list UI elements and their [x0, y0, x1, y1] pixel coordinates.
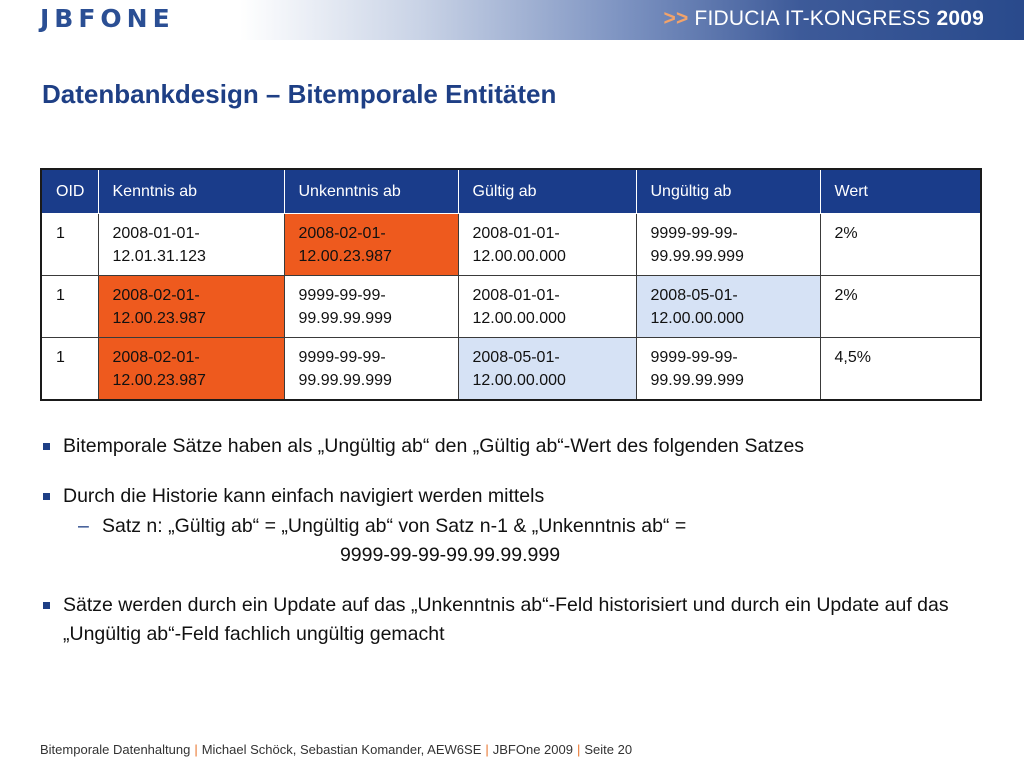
table-cell-highlighted: 2008-02-01-12.00.23.987	[98, 276, 284, 338]
congress-label	[663, 7, 984, 31]
footer-topic: Bitemporale Datenhaltung	[40, 742, 191, 757]
table-cell-highlighted: 2008-02-01-12.00.23.987	[284, 214, 458, 276]
table-cell-highlighted: 2008-02-01-12.00.23.987	[98, 338, 284, 400]
sub-bullet-continuation: 9999-99-99-99.99.99.999	[339, 544, 561, 566]
table-header-row	[41, 169, 981, 214]
congress-text: FIDUCIA IT-KONGRESS	[694, 7, 931, 30]
bullet-item: Bitemporale Sätze haben als „Ungültig ab“ den „Gültig ab“-Wert des folgenden Satzes	[42, 432, 804, 461]
table-row	[41, 338, 981, 400]
table-row	[41, 214, 981, 276]
header-banner	[0, 0, 1024, 40]
bullet-item: Sätze werden durch ein Update auf das „Unkenntnis ab“-Feld historisiert und durch ein Update auf das „Ungültig ab“-Feld fachlich ungültig gemacht	[42, 591, 1002, 649]
table-cell: 2008-01-01-12.01.31.123	[98, 214, 284, 276]
header-kenntnis-ab: Kenntnis ab	[98, 169, 284, 214]
footer-separator: |	[194, 742, 198, 757]
table-cell: 2%	[820, 276, 981, 338]
footer-separator: |	[576, 742, 581, 757]
header-unkenntnis-ab: Unkenntnis ab	[284, 169, 458, 214]
table-cell: 1	[41, 338, 98, 400]
table-cell: 9999-99-99-99.99.99.999	[636, 338, 820, 400]
jbfone-logo: JBFONE	[40, 4, 175, 33]
header-wert: Wert	[820, 169, 981, 214]
table-cell: 9999-99-99-99.99.99.999	[636, 214, 820, 276]
table-cell: 2008-01-01-12.00.00.000	[458, 276, 636, 338]
footer-page-number: Seite 20	[584, 742, 633, 757]
table-cell: 1	[41, 214, 98, 276]
footer-authors: Michael Schöck, Sebastian Komander, AEW6SE	[201, 742, 482, 757]
table-cell: 9999-99-99-99.99.99.999	[284, 338, 458, 400]
table-cell: 9999-99-99-99.99.99.999	[284, 276, 458, 338]
congress-year: 2009	[936, 7, 984, 30]
sub-bullet-line: Satz n: „Gültig ab“ = „Ungültig ab“ von Satz n-1 & „Unkenntnis ab“ =	[102, 515, 687, 537]
bitemporal-table	[40, 168, 982, 401]
table-cell: 2008-01-01-12.00.00.000	[458, 214, 636, 276]
footer-event: JBFOne 2009	[492, 742, 573, 757]
footer	[40, 742, 632, 757]
header-oid: OID	[41, 169, 98, 214]
table-cell-highlighted: 2008-05-01-12.00.00.000	[458, 338, 636, 400]
congress-arrows: >>	[663, 7, 689, 30]
page-title: Datenbankdesign – Bitemporale Entitäten	[42, 79, 557, 109]
table-cell-highlighted: 2008-05-01-12.00.00.000	[636, 276, 820, 338]
header-ungueltig-ab: Ungültig ab	[636, 169, 820, 214]
table-cell: 1	[41, 276, 98, 338]
table-cell: 4,5%	[820, 338, 981, 400]
dash-marker: –	[78, 515, 89, 537]
header-gueltig-ab: Gültig ab	[458, 169, 636, 214]
table-row	[41, 276, 981, 338]
table-cell: 2%	[820, 214, 981, 276]
bullet-item: Durch die Historie kann einfach navigiert werden mittels	[42, 482, 544, 511]
footer-separator: |	[485, 742, 489, 757]
sub-bullet-item	[78, 512, 798, 570]
